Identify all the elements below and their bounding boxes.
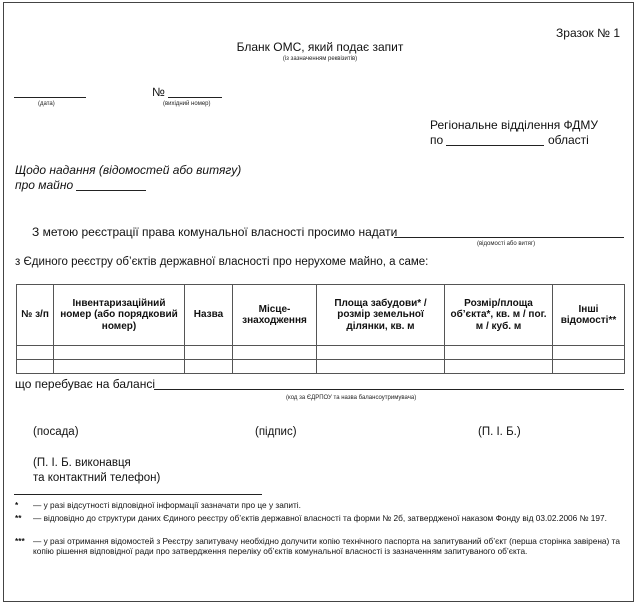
table-cell[interactable] [17, 346, 54, 360]
recipient-line-1: Регіональне відділення ФДМУ [430, 118, 598, 132]
request-text: З метою реєстрації права комунальної власності просимо надати [32, 225, 398, 239]
footnote-text: — у разі отримання відомостей з Реєстру запитувачу необхідно долучити копію технічного паспорта на запитуваний об’єкт (перша сторінка завірена) та копію рішення відповідної ради про затвердження переліку об’єктів комунальної власності із зазначенням запитуваного об’єкта. [33, 536, 620, 556]
footnote-text: — відповідно до структури даних Єдиного реєстру об’єктів державної власності та форми № 2б, затвердженої наказом Фонду від 03.02.2006 № 197. [33, 513, 607, 523]
balance-text: що перебуває на балансі [15, 377, 155, 391]
recipient-prefix: по [430, 133, 444, 147]
request-caption: (відомості або витяг) [477, 241, 536, 247]
table-cell[interactable] [185, 360, 233, 374]
footnote-1 [15, 500, 623, 512]
position-caption: (посада) [33, 426, 79, 438]
form-title: Бланк ОМС, який подає запит [236, 40, 404, 54]
register-text: з Єдиного реєстру об’єктів державної власності про нерухоме майно, а саме: [15, 256, 429, 268]
table-cell[interactable] [233, 346, 317, 360]
table-cell[interactable] [445, 360, 553, 374]
region-line [446, 145, 544, 146]
table-cell[interactable] [553, 346, 625, 360]
balance-line [154, 389, 624, 390]
subject-line-2: про майно [15, 178, 74, 192]
table-cell[interactable] [54, 346, 185, 360]
footnote-text: — у разі відсутності відповідної інформації зазначати про це у запиті. [33, 500, 301, 510]
table-cell[interactable] [233, 360, 317, 374]
col-header-location: Місце-знаходження [233, 285, 317, 346]
subject-line-1: Щодо надання (відомостей або витягу) [15, 163, 242, 177]
col-header-name: Назва [185, 285, 233, 346]
form-subtitle: (із зазначенням реквізитів) [282, 56, 358, 62]
col-header-number: № з/п [17, 285, 54, 346]
table-row [17, 360, 625, 374]
number-prefix: № [152, 85, 165, 99]
col-header-other-info: Інші відомості** [553, 285, 625, 346]
recipient-suffix: області [548, 133, 589, 147]
table-cell[interactable] [445, 346, 553, 360]
request-line [394, 237, 624, 238]
table-cell[interactable] [317, 360, 445, 374]
signature-caption: (підпис) [255, 426, 297, 438]
table-cell[interactable] [17, 360, 54, 374]
footnote-2 [15, 513, 623, 535]
footnote-separator [14, 494, 262, 495]
table-cell[interactable] [185, 346, 233, 360]
col-header-inventory-number: Інвентаризаційний номер (або порядковий номер) [54, 285, 185, 346]
balance-caption: (код за ЄДРПОУ та назва балансоутримувача) [286, 395, 417, 401]
full-name-caption: (П. І. Б.) [478, 426, 521, 438]
table-cell[interactable] [54, 360, 185, 374]
col-header-building-area: Площа забудови* / розмір земельної ділянки, кв. м [317, 285, 445, 346]
footnote-mark: *** [15, 536, 25, 546]
table-cell[interactable] [553, 360, 625, 374]
footnote-mark: * [15, 500, 19, 510]
date-line [14, 97, 86, 98]
col-header-object-size: Розмір/площа об’єкта*, кв. м / пог. м / куб. м [445, 285, 553, 346]
table-row [17, 346, 625, 360]
property-table [16, 284, 625, 374]
subject-line [76, 190, 146, 191]
executor-line-1: (П. І. Б. виконавця [33, 457, 131, 469]
date-caption: (дата) [38, 101, 55, 107]
table-cell[interactable] [317, 346, 445, 360]
outgoing-number-line [168, 97, 222, 98]
outgoing-number-caption: (вихідний номер) [163, 101, 211, 107]
sample-label: Зразок № 1 [556, 26, 620, 40]
table-header-row [17, 285, 625, 346]
footnote-3 [15, 536, 623, 570]
executor-line-2: та контактний телефон) [33, 472, 161, 484]
footnote-mark: ** [15, 513, 22, 523]
